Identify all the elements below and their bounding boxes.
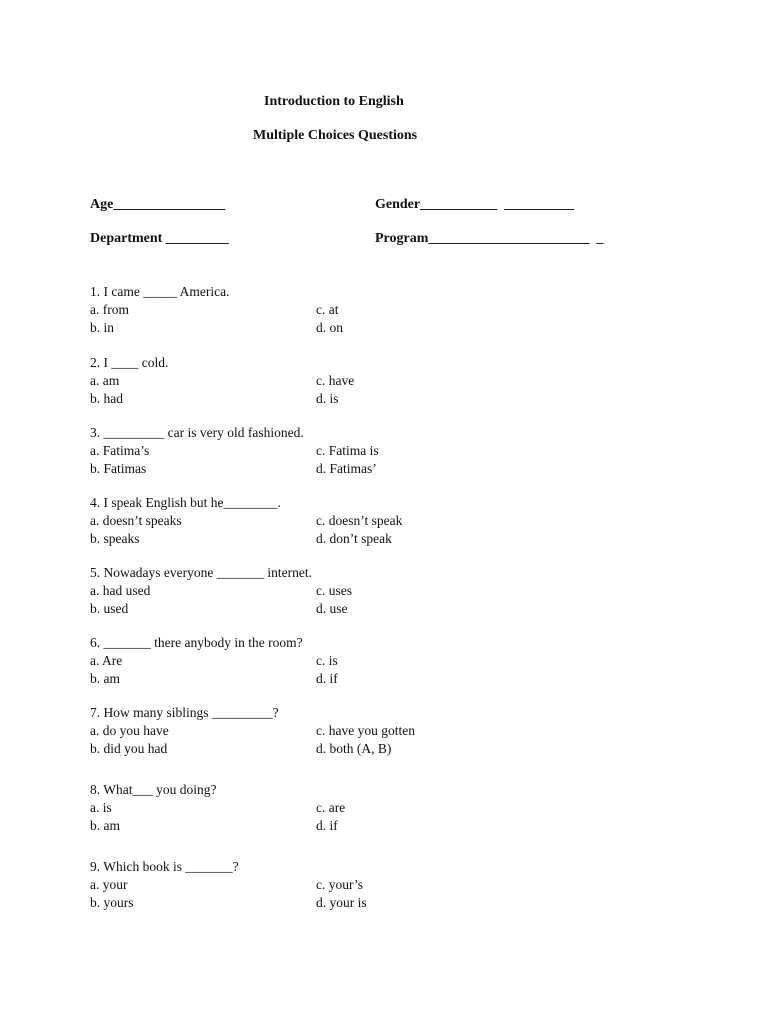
option-a: a. doesn’t speaks xyxy=(90,513,182,528)
option-b: b. am xyxy=(90,671,120,686)
option-b: b. in xyxy=(90,320,115,335)
question-stem: 5. Nowadays everyone _______ internet. xyxy=(90,565,312,580)
question-stem: 1. I came _____ America. xyxy=(90,284,230,299)
option-c: c. uses xyxy=(316,583,352,598)
option-a: a. Fatima’s xyxy=(90,443,150,458)
option-b: b. did you had xyxy=(90,741,168,756)
option-b: b. used xyxy=(90,601,129,616)
option-c: c. is xyxy=(316,653,338,668)
question-8 xyxy=(90,781,345,835)
question-stem: 6. _______ there anybody in the room? xyxy=(90,635,303,650)
option-a: a. is xyxy=(90,800,112,815)
age-field: Age________________ xyxy=(90,197,226,212)
option-d: d. use xyxy=(316,601,348,616)
question-7 xyxy=(90,704,415,758)
option-b: b. had xyxy=(90,391,123,406)
option-d: d. if xyxy=(316,671,338,686)
option-a: a. am xyxy=(90,373,120,388)
option-b: b. am xyxy=(90,818,120,833)
option-d: d. Fatimas’ xyxy=(316,461,377,476)
question-stem: 3. _________ car is very old fashioned. xyxy=(90,425,304,440)
question-6 xyxy=(90,634,338,688)
option-a: a. had used xyxy=(90,583,151,598)
option-a: a. from xyxy=(90,302,129,317)
program-field: Program_______________________ _ xyxy=(375,231,604,246)
option-c: c. your’s xyxy=(316,877,363,892)
option-c: c. have you gotten xyxy=(316,723,415,738)
option-b: b. speaks xyxy=(90,531,140,546)
option-b: b. Fatimas xyxy=(90,461,147,476)
gender-field: Gender___________ __________ xyxy=(375,197,575,212)
option-c: c. doesn’t speak xyxy=(316,513,403,528)
option-b: b. yours xyxy=(90,895,134,910)
question-stem: 9. Which book is _______? xyxy=(90,859,239,874)
question-1 xyxy=(90,283,343,337)
question-3 xyxy=(90,424,379,478)
document-subtitle: Multiple Choices Questions xyxy=(253,128,418,143)
question-stem: 8. What___ you doing? xyxy=(90,782,217,797)
option-a: a. Are xyxy=(90,653,123,668)
option-d: d. don’t speak xyxy=(316,531,392,546)
option-c: c. at xyxy=(316,302,339,317)
question-9 xyxy=(90,858,367,912)
option-c: c. Fatima is xyxy=(316,443,379,458)
question-4 xyxy=(90,494,402,548)
question-5 xyxy=(90,564,352,618)
option-d: d. is xyxy=(316,391,339,406)
option-d: d. your is xyxy=(316,895,367,910)
department-field: Department _________ xyxy=(90,231,229,246)
option-d: d. on xyxy=(316,320,343,335)
option-a: a. your xyxy=(90,877,128,892)
option-d: d. both (A, B) xyxy=(316,741,392,756)
question-stem: 4. I speak English but he________. xyxy=(90,495,281,510)
option-a: a. do you have xyxy=(90,723,169,738)
option-c: c. are xyxy=(316,800,346,815)
document-title: Introduction to English xyxy=(264,94,404,109)
question-stem: 2. I ____ cold. xyxy=(90,355,169,370)
option-d: d. if xyxy=(316,818,338,833)
question-2 xyxy=(90,354,354,408)
question-stem: 7. How many siblings _________? xyxy=(90,705,279,720)
option-c: c. have xyxy=(316,373,355,388)
